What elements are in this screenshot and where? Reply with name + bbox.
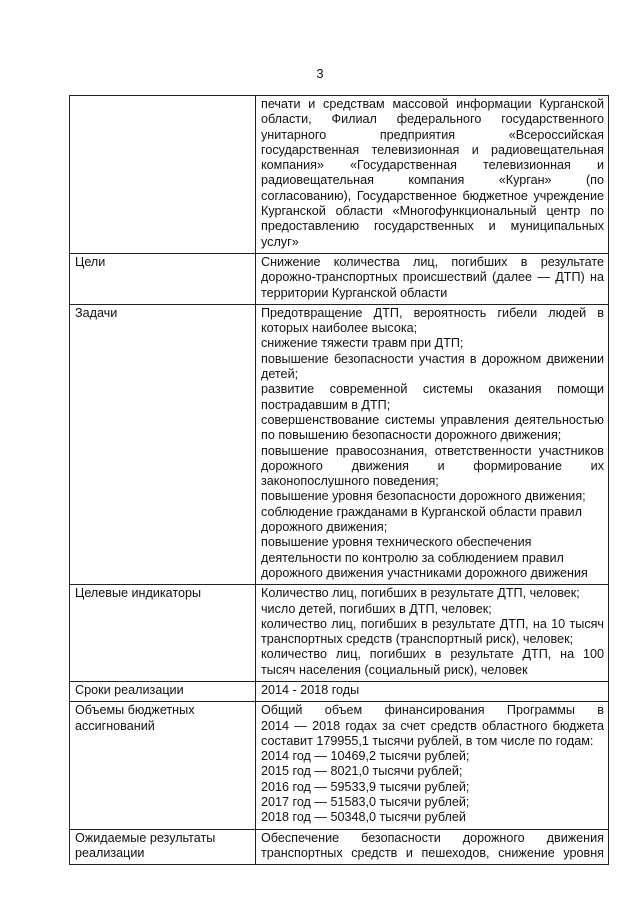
- value-line: радиовещательная компания «Курган» (по: [261, 173, 604, 188]
- row-label: Сроки реализации: [70, 681, 256, 701]
- row-label: Цели: [70, 253, 256, 304]
- passport-row: [70, 829, 609, 865]
- row-value: [256, 702, 609, 829]
- row-label: Ожидаемые результаты реализации: [70, 829, 256, 865]
- value-line: 2014 - 2018 годы: [261, 682, 360, 697]
- row-label: Задачи: [70, 304, 256, 584]
- value-line: дорожного движения;: [261, 520, 388, 535]
- row-value: [256, 96, 609, 254]
- value-line: области, Филиал федерального государственного: [261, 112, 604, 127]
- value-line: 2016 год — 59533,9 тысячи рублей;: [261, 779, 470, 794]
- passport-row: [70, 96, 609, 254]
- value-line: детей;: [261, 367, 299, 382]
- value-line: количество лиц, погибших в результате ДТП, на 10 тысяч: [261, 616, 604, 631]
- value-line: повышение правосознания, ответственности участников: [261, 443, 604, 458]
- passport-table-body: [70, 96, 609, 865]
- value-line: транспортных средств и пешеходов, снижение уровня: [261, 845, 604, 860]
- passport-row: [70, 253, 609, 304]
- row-value: [256, 829, 609, 865]
- value-line: предоставлению государственных и муниципальных: [261, 219, 604, 234]
- value-line: 2014 год — 10469,2 тысячи рублей;: [261, 749, 470, 764]
- value-line: Обеспечение безопасности дорожного движения: [261, 830, 604, 845]
- value-line: услуг»: [261, 234, 299, 249]
- value-line: печати и средствам массовой информации Курганской: [261, 97, 604, 111]
- value-line: согласованию), Государственное бюджетное учреждение: [261, 188, 604, 203]
- row-value: [256, 585, 609, 682]
- value-line: дорожного движения участниками дорожного движения: [261, 565, 588, 580]
- value-line: 2017 год — 51583,0 тысячи рублей;: [261, 795, 470, 810]
- row-label: Объемы бюджетных ассигнований: [70, 702, 256, 829]
- value-line: дорожного движения и формирование их: [261, 458, 604, 473]
- value-line: Количество лиц, погибших в результате ДТП, человек;: [261, 586, 580, 601]
- value-line: которых наиболее высока;: [261, 321, 418, 336]
- value-line: 2015 год — 8021,0 тысячи рублей;: [261, 764, 463, 779]
- row-value: [256, 253, 609, 304]
- row-value: [256, 681, 609, 701]
- value-line: Снижение количества лиц, погибших в результате: [261, 254, 604, 269]
- row-value: [256, 304, 609, 584]
- passport-row: [70, 304, 609, 584]
- value-line: количество лиц, погибших в результате ДТП, на 100: [261, 647, 604, 662]
- value-line: законопослушного поведения;: [261, 474, 439, 489]
- value-line: 2018 год — 50348,0 тысячи рублей: [261, 810, 466, 825]
- value-line: 2014 — 2018 годах за счет средств областного бюджета: [261, 718, 604, 733]
- passport-row: [70, 702, 609, 829]
- value-line: число детей, погибших в ДТП, человек;: [261, 601, 492, 616]
- passport-row: [70, 585, 609, 682]
- value-line: по повышению безопасности дорожного движения;: [261, 428, 562, 443]
- value-line: повышение уровня технического обеспечения: [261, 535, 532, 550]
- value-line: тысяч населения (социальный риск), человек: [261, 662, 528, 677]
- value-line: снижение тяжести травм при ДТП;: [261, 336, 464, 351]
- value-line: развитие современной системы оказания помощи: [261, 382, 604, 397]
- passport-row: [70, 681, 609, 701]
- row-label: [70, 96, 256, 254]
- value-line: деятельности по контролю за соблюдением правил: [261, 550, 564, 565]
- value-line: дорожно-транспортных происшествий (далее — ДТП) на: [261, 270, 604, 285]
- value-line: повышение безопасности участия в дорожном движении: [261, 351, 604, 366]
- value-line: составит 179955,1 тысячи рублей, в том числе по годам:: [261, 733, 594, 748]
- value-line: Курганской области «Многофункциональный центр по: [261, 204, 604, 219]
- value-line: повышение уровня безопасности дорожного движения;: [261, 489, 586, 504]
- value-line: государственная телевизионная и радиовещательная: [261, 142, 604, 157]
- value-line: пострадавшим в ДТП;: [261, 397, 391, 412]
- page-number: 3: [316, 66, 324, 81]
- value-line: унитарного предприятия «Всероссийская: [261, 127, 604, 142]
- row-label: Целевые индикаторы: [70, 585, 256, 682]
- program-passport-table: [69, 95, 609, 865]
- value-line: компания» «Государственная телевизионная и: [261, 158, 604, 173]
- value-line: соблюдение гражданами в Курганской области правил: [261, 504, 582, 519]
- value-line: территории Курганской области: [261, 285, 448, 300]
- value-line: транспортных средств (транспортный риск), человек;: [261, 632, 574, 647]
- value-line: Предотвращение ДТП, вероятность гибели людей в: [261, 305, 604, 320]
- value-line: совершенствование системы управления деятельностью: [261, 412, 604, 427]
- value-line: Общий объем финансирования Программы в: [261, 703, 604, 718]
